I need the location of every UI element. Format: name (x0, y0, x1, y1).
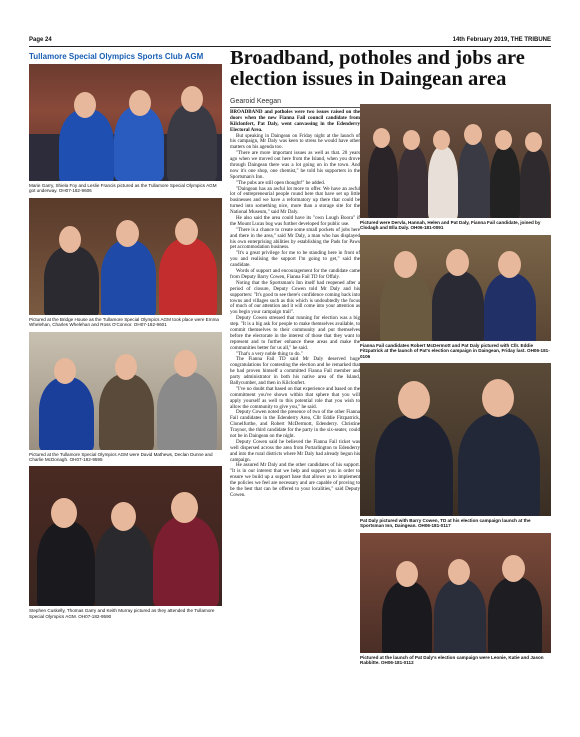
article-paragraph: "That's a very noble thing to do." (236, 350, 303, 357)
left-photo-column (29, 52, 222, 623)
photo-agm-2 (29, 198, 222, 315)
photo-ff-candidates (360, 235, 551, 341)
photo-daly-cowen (360, 363, 551, 516)
page-date: 14th February 2019, THE TRIBUNE (452, 37, 551, 43)
article-paragraph: "There are more important issues as well as that. 20 years ago when we moved out here from the Island, when you drove through Daingean there was a lot going on in the town. And now it's one shop, one chemist," he told his supporters in the Sportsman's Inn. (230, 150, 360, 180)
photo-agm-1 (29, 64, 222, 181)
article-paragraph: "There is a chance to create some small pockets of jobs here and there in the area," said Mr Daly, a man who has displayed his own enterprising abilities by establishing the Pads for Paws pet accommodation business. (230, 226, 360, 251)
article-paragraph: But speaking in Daingean on Friday night at the launch of his campaign, Mr Daly was keen to stress he would have other matters on his agenda too. (230, 132, 360, 151)
article-paragraph: "It's a great privilege for me to be standing here in front of you and realising the support I'm going to get," said the candidate. (230, 250, 360, 269)
photo-caption: Pictured at the Tullamore Special Olympics AGM were David Mathews, Declan Dunne and Charlie McDonagh. OH07-182-9595 (29, 451, 213, 463)
photo-caption: Pictured at the launch of Pat Daly's election campaign were Leonie, Katie and Jason Rabbitte. OH06-181-0112 (360, 654, 544, 666)
photo-agm-4 (29, 466, 222, 606)
photo-agm-3 (29, 332, 222, 450)
photo-caption: Pictured were Dervla, Hannah, Helen and Pat Daly, Fianna Fail candidate, joined by Clodagh and Ella Daly. OH06-181-0091 (360, 220, 541, 231)
article-paragraph: Deputy Cowen stressed that running for election was a big step. "It is a big ask for people to make themselves available, to commit themselves to their community and put themselves before the electorate in the interest of those that they want to represent and to further enhance these areas and make the communities better for us all," he said. (230, 315, 360, 351)
article-paragraph: "Daingean has an awful lot more to offer. We have an awful lot of entrepreneurial people round here that have set up little businesses and we have a reformatory up there that could be turned into something nice, more than a storage site for the National Museum," said Mr Daly. (230, 185, 360, 216)
section-title: Tullamore Special Olympics Sports Club AGM (29, 52, 204, 61)
photo-caption: Marie Garry, Shiela Foy and Leslie Francis pictured as the Tullamore Special Olympics AGM got underway. OH07-182-9606 (29, 183, 217, 194)
article-paragraph: Words of support and encouragement for the candidate came from Deputy Barry Cowen, Fianna Fail TD for Offaly. (230, 268, 360, 280)
article-body (230, 110, 360, 499)
article-byline: Gearoid Keegan (230, 98, 281, 105)
article-paragraph: Noting that the Sportsman's Inn itself had reopened after a period of closure, Deputy Cowen told Mr Daly and his supporters: "It's good to see there's confidence coming back into towns and villages such as this which is undoubtedly the focus of much of our attention and it will come into your attention as you begin your campaign trail". (230, 279, 360, 316)
right-photo-column (360, 104, 551, 670)
photo-caption: Stephen Cuskelly, Thomas Garry and Keith Murray pictured as they attended the Tullamore Special Olympics AGM. OH07-182-9590 (29, 608, 215, 619)
photo-caption: Pictured at the Bridge House as the Tullamore Special Olympics AGM took place were Emma Whelehan, Charles Whelehan and Ross O'Connor. OH07-182-9601 (29, 316, 219, 328)
photo-caption: Fianna Fail candidates Robert McDermott and Pat Daly pictured with Cllr. Eddie Fitzpatrick at the launch of Pat's election campaign in Daingean, Friday last. OH06-181-0106 (360, 342, 550, 359)
article-paragraph: "The pubs are still open thought!" he added. (236, 179, 326, 186)
page-number: Page 24 (29, 37, 52, 43)
byline-rule (230, 107, 360, 108)
article-paragraph: "I've no doubt that based on that experience and based on the commitment you've shown within that sphere that you will apply yourself as well to this potential role that you wish to allow the community to give you," he said. (230, 385, 360, 410)
article-paragraph: Deputy Cowen said he believed the Fianna Fail ticket was well dispersed across the area from Portarlington to Edenderry and into the rural districts where Mr Daly had already begun his campaign. (230, 438, 360, 463)
article-paragraph: He assured Mr Daly and the other candidates of his support. "It is in our interest that we help and support you in order to ensure we build up a support base that allows us to implement the policies we feel are necessary and are capable of proving to be the best that can be offered to your localities," said Deputy Cowen. (230, 462, 360, 498)
article-paragraph: Deputy Cowen noted the presence of two of the other Fianna Fail candidates in the Edenderry Area, Cllr Eddie Fitzpatrick, Clonelfurthe, and Robert McDermott, Edenderry. Christine Traynor, the third candidate for the party in the six-seater, could not be in Daingean on the night. (230, 409, 360, 439)
article-paragraph: BROADBAND and potholes were two issues raised on the doors when the new Fianna Fail council candidate from Kilclonfert, Pat Daly, went canvassing in the Edenderry Electoral Area. (230, 109, 360, 133)
photo-caption: Pat Daly pictured with Barry Cowen, TD at his election campaign launch at the Sportsman Inn, Daingean. OH06-181-0117 (360, 518, 531, 529)
photo-rabbitte (360, 533, 551, 653)
photo-daly-family (360, 104, 551, 218)
article-paragraph: He also said the area could have its "own Lough Boora" if the Mount Lucas bog was further developed for public use. (230, 215, 360, 227)
article-paragraph: The Fianna Fail TD said Mr Daly deserved huge congratulations for contesting the election and he remarked that he had proven himself a committed Fianna Fail member and party administrator in both his native area of the Island, Ballycumber, and then in Kilclonfert. (230, 356, 360, 386)
article-headline: Broadband, potholes and jobs are election issues in Daingean area (230, 47, 525, 90)
